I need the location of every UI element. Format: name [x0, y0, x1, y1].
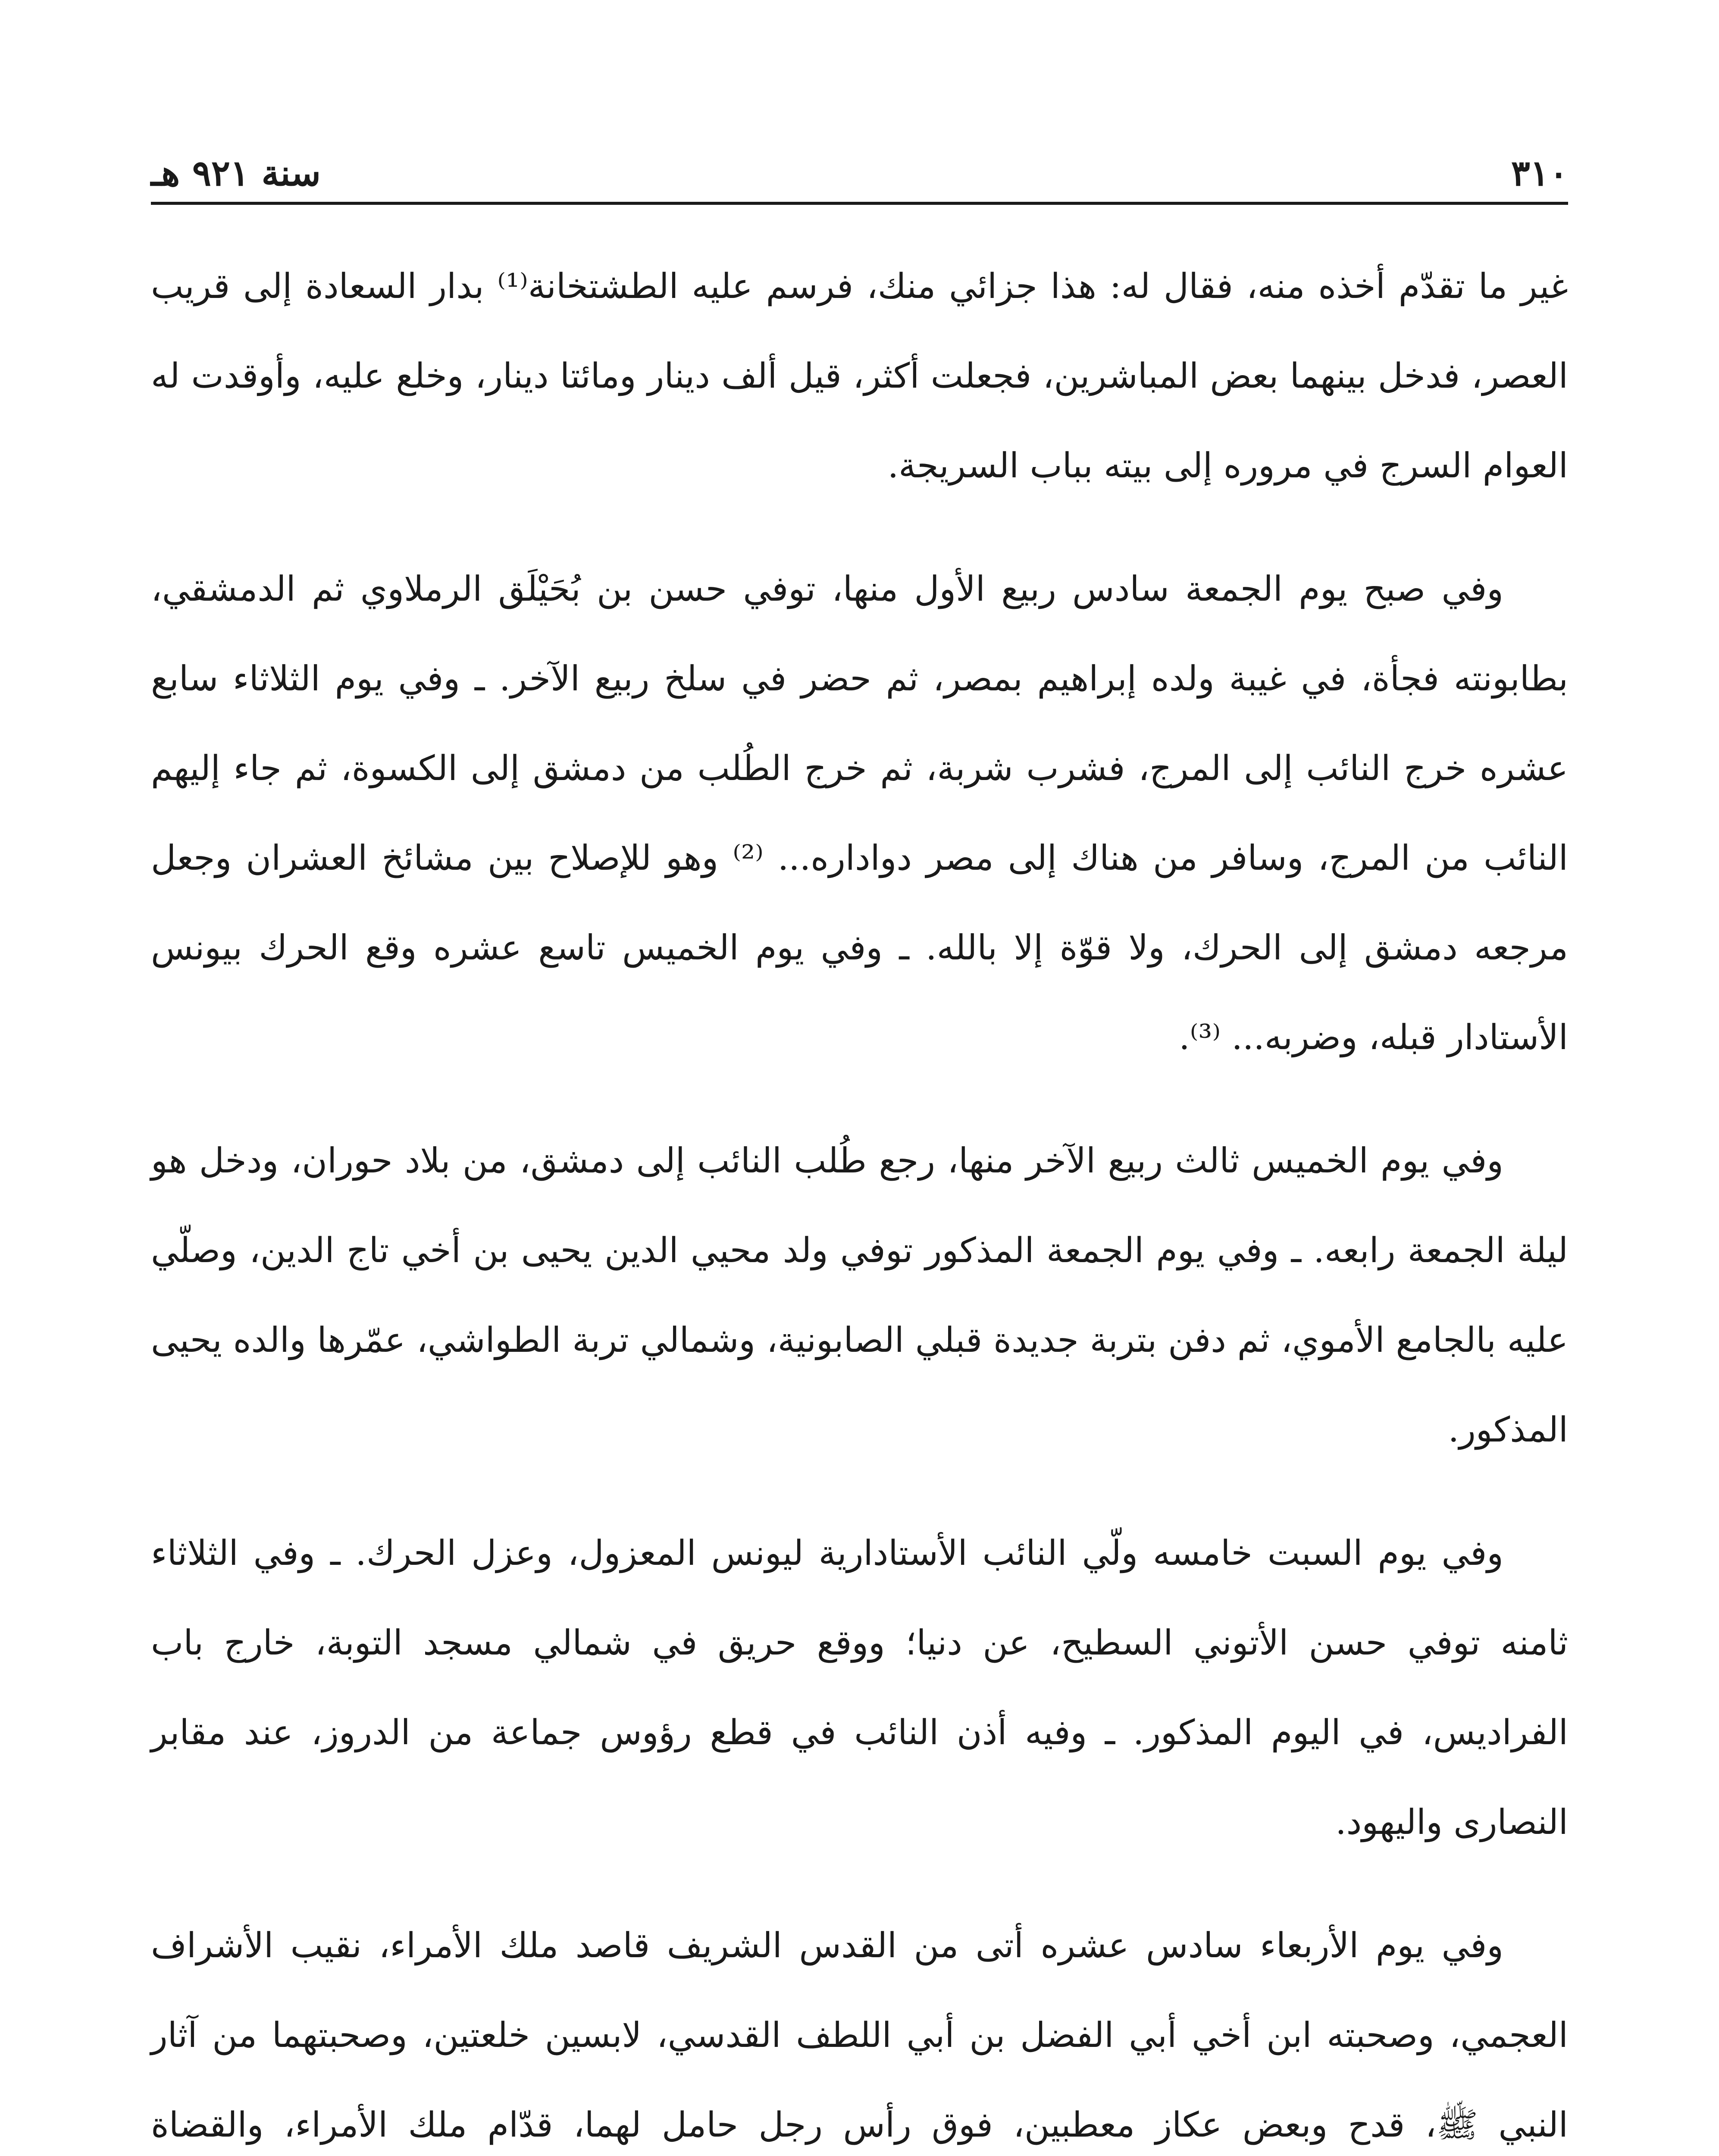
running-head-year: سنة ٩٢١ هـ	[151, 153, 321, 194]
paragraph-4: وفي يوم السبت خامسه ولّي النائب الأستادارية ليونس المعزول، وعزل الحرك. ـ وفي الثلاثاء ثامنه توفي حسن الأتوني السطيح، عن دنيا؛ ووقع حريق في شمالي مسجد التوبة، خارج باب الفراديس، في اليوم المذكور. ـ وفيه أذن النائب في قطع رؤوس جماعة من الدروز، عند مقابر النصارى واليهود.	[151, 1533, 1569, 1842]
header-rule	[151, 202, 1568, 205]
paragraph-3: وفي يوم الخميس ثالث ربيع الآخر منها، رجع طُلب النائب إلى دمشق، من بلاد حوران، ودخل هو ليلة الجمعة رابعه. ـ وفي يوم الجمعة المذكور توفي ولد محيي الدين يحيى بن أخي تاج الدين، وصلّي عليه بالجامع الأموي، ثم دفن بتربة جديدة قبلي الصابونية، وشمالي تربة الطواشي، عمّرها والده يحيى المذكور.	[151, 1141, 1568, 1450]
paragraph-1: غير ما تقدّم أخذه منه، فقال له: هذا جزائي منك، فرسم عليه الطشتخانة⁽¹⁾ بدار السعادة إلى قريب العصر، فدخل بينهما بعض المباشرين، فجعلت أكثر، قيل ألف دينار ومائتا دينار، وخلع عليه، وأوقدت له العوام السرج في مروره إلى بيته بباب السريجة.	[151, 266, 1569, 486]
paragraph-2: وفي صبح يوم الجمعة سادس ربيع الأول منها، توفي حسن بن بُحَيْلَق الرملاوي ثم الدمشقي، بطابونته فجأة، في غيبة ولده إبراهيم بمصر، ثم حضر في سلخ ربيع الآخر. ـ وفي يوم الثلاثاء سابع عشره خرج النائب إلى المرج، فشرب شربة، ثم خرج الطُلب من دمشق إلى الكسوة، ثم جاء إليهم النائب من المرج، وسافر من هناك إلى مصر دواداره... ⁽²⁾ وهو للإصلاح بين مشائخ العشران وجعل مرجعه دمشق إلى الحرك، ولا قوّة إلا بالله. ـ وفي يوم الخميس تاسع عشره وقع الحرك بيونس الأستادار قبله، وضربه... ⁽³⁾.	[151, 569, 1568, 1057]
page-header	[151, 129, 1568, 194]
page-number: ٣١٠	[1511, 153, 1568, 194]
paragraph-5: وفي يوم الأربعاء سادس عشره أتى من القدس الشريف قاصد ملك الأمراء، نقيب الأشراف العجمي، وصحبته ابن أخي أبي الفضل بن أبي اللطف القدسي، لابسين خلعتين، وصحبتهما من آثار النبي ﷺ، قدح وبعض عكاز معطبين، فوق رأس رجل حامل لهما، قدّام ملك الأمراء، والقضاة	[151, 1925, 1568, 2145]
main-text	[151, 241, 1568, 2156]
